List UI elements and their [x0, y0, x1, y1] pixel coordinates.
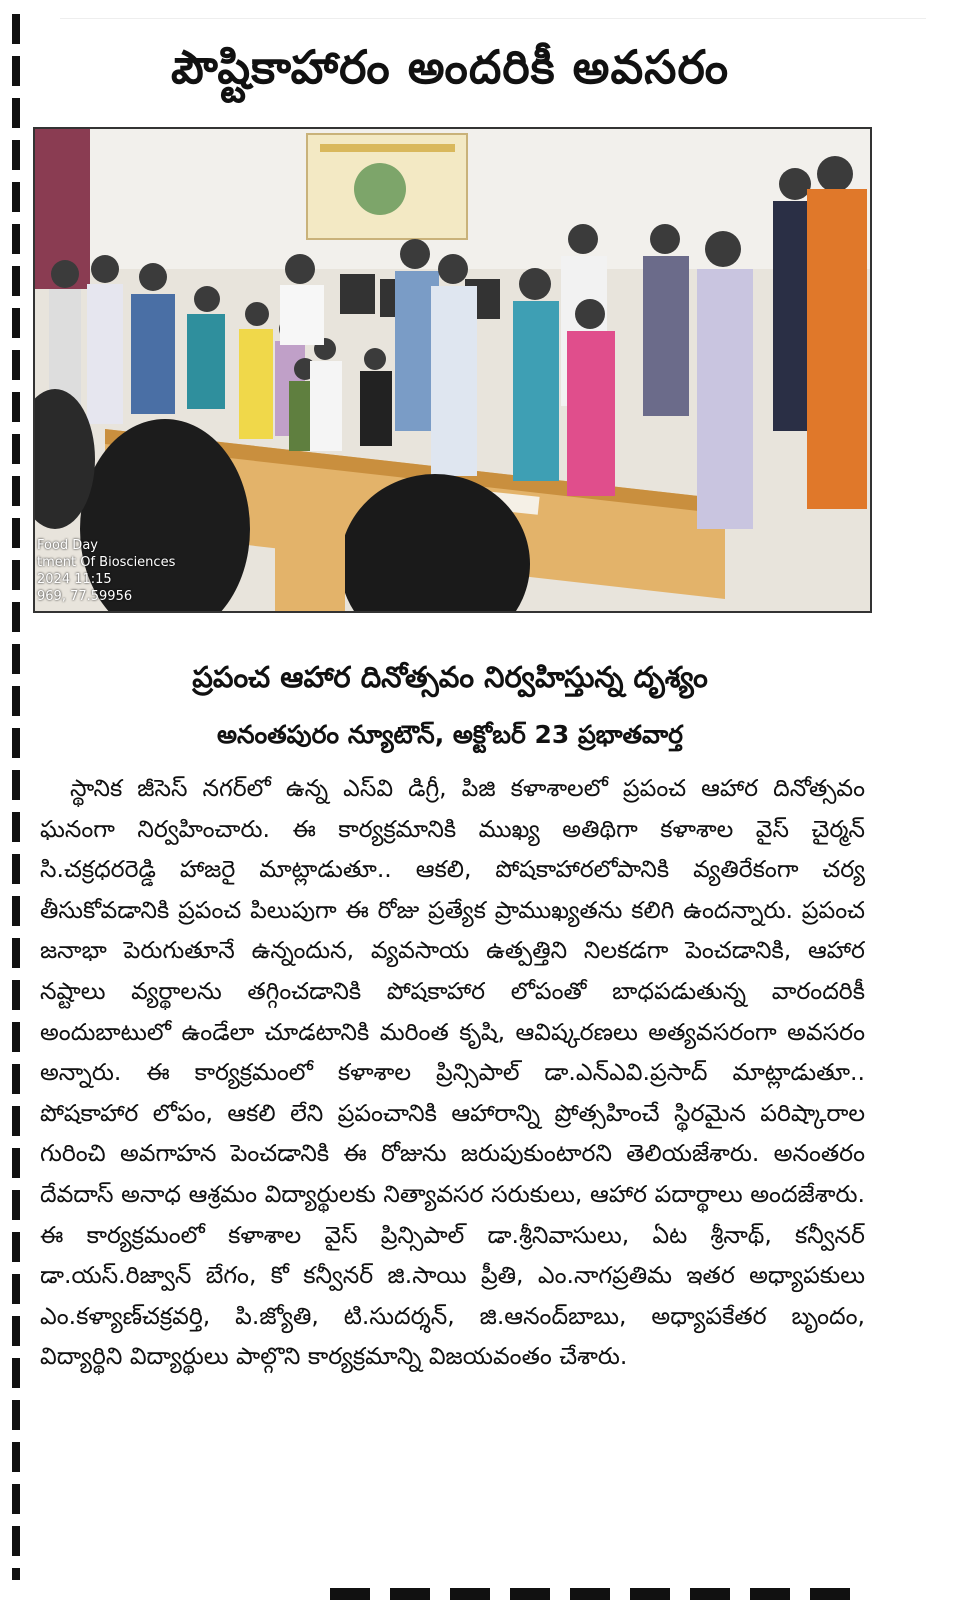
stamp-line: 2024 11:15	[37, 572, 112, 587]
stamp-line: Food Day	[37, 538, 98, 553]
stamp-line: 969, 77.59956	[37, 589, 133, 604]
photo-timestamp-overlay	[37, 537, 175, 605]
article-dateline: అనంతపురం న్యూటౌన్, అక్టోబర్ 23 ప్రభాతవార్త	[216, 720, 684, 749]
stamp-line: tment Of Biosciences	[37, 555, 176, 570]
article-photo	[33, 127, 872, 613]
article-headline: పౌష్టికాహారం అందరికీ అవసరం	[170, 40, 730, 94]
article-body: స్థానిక జీసెస్ నగర్‌లో ఉన్న ఎస్‌వి డిగ్రీ, పిజి కళాశాలలో ప్రపంచ ఆహార దినోత్సవం ఘనంగా నిర్వహించారు. ఈ కార్యక్రమానికి ముఖ్య అతిథిగా కళాశాల వైస్ చైర్మన్ సి.చక్రధరరెడ్డి హాజరై మాట్లాడుతూ.. ఆకలి, పోషకాహారలోపానికి వ్యతిరేకంగా చర్య తీసుకోవడానికి ప్రపంచ పిలుపుగా ఈ రోజు ప్రత్యేక ప్రాముఖ్యతను కలిగి ఉందన్నారు. ప్రపంచ జనాభా పెరుగుతూనే ఉన్నందున, వ్యవసాయ ఉత్పత్తిని నిలకడగా పెంచడానికి, ఆహార నష్టాలు వ్యర్థాలను తగ్గించడానికి పోషకాహార లోపంతో బాధపడుతున్న వారందరికీ అందుబాటులో ఉండేలా చూడటానికి మరింత కృషి, ఆవిష్కరణలు అత్యవసరంగా అవసరం అన్నారు. ఈ కార్యక్రమంలో కళాశాల ప్రిన్సిపాల్ డా.ఎన్‌ఎవి.ప్రసాద్ మాట్లాడుతూ.. పోషకాహార లోపం, ఆకలి లేని ప్రపంచానికి ఆహారాన్ని ప్రోత్సహించే స్థిరమైన పరిష్కారాల గురించి అవగాహన పెంచడానికి ఈ రోజును జరుపుకుంటారని తెలియజేశారు. అనంతరం దేవదాస్ అనాధ ఆశ్రమం విద్యార్థులకు నిత్యావసర సరుకులు, ఆహార పదార్థాలు అందజేశారు. ఈ కార్యక్రమంలో కళాశాల వైస్ ప్రిన్సిపాల్ డా.శ్రీనివాసులు, ఏట శ్రీనాథ్, కన్వీనర్ డా.యస్.రిజ్వాన్ బేగం, కో కన్వీనర్ జి.సాయి ప్రీతి, ఎం.నాగప్రతిమ ఇతర అధ్యాపకులు ఎం.కళ్యాణ్‌చక్రవర్తి, పి.జ్యోతి, టి.సుదర్శన్, జి.ఆనంద్‌బాబు, అధ్యాపకేతర బృందం, విద్యార్థిని విద్యార్థులు పాల్గొని కార్యక్రమాన్ని విజయవంతం చేశారు.	[40, 774, 865, 1371]
photo-caption: ప్రపంచ ఆహార దినోత్సవం నిర్వహిస్తున్న దృశ్యం	[192, 660, 708, 694]
bottom-clipped-edge	[330, 1588, 850, 1600]
clipping-cut-line	[12, 14, 20, 1580]
top-clipped-edge	[60, 0, 926, 19]
